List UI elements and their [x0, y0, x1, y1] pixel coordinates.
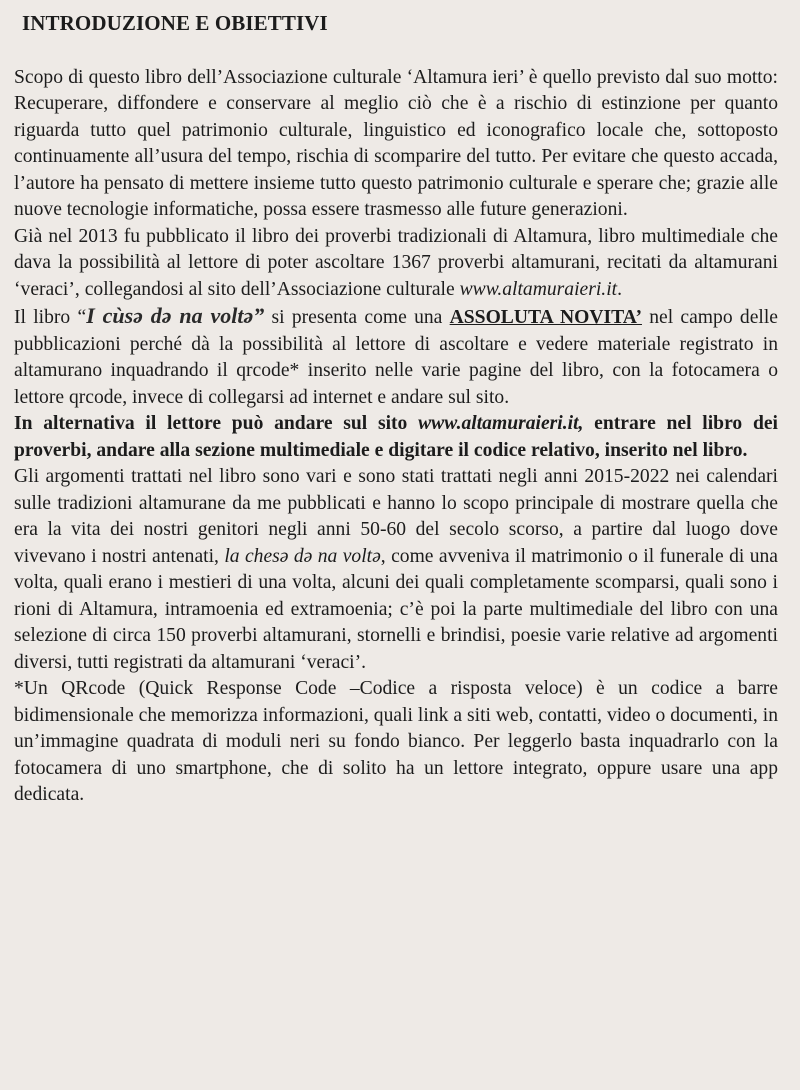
paragraph-novelty — [14, 303, 778, 411]
book-title: I cùsə də na voltə” — [86, 303, 265, 328]
paragraph-purpose: Scopo di questo libro dell’Associazione culturale ‘Altamura ieri’ è quello previsto dal suo motto: Recuperare, diffondere e conservare al meglio ciò che è a rischio di estinzione per quanto riguarda tutto quel patrimonio culturale, linguistico ed iconografico locale che, sottoposto continuamente all’usura del tempo, rischia di scomparire del tutto. Per evitare che questo accada, l’autore ha pensato di mettere insieme tutto questo patrimonio culturale e sperare che; grazie alle nuove tecnologie informatiche, possa essere trasmesso alle future generazioni. — [14, 66, 778, 220]
paragraph-topics — [14, 464, 778, 676]
website-link-bold: www.altamuraieri.it, — [418, 413, 584, 434]
history-text: Già nel 2013 fu pubblicato il libro dei proverbi tradizionali di Altamura, libro multimediale che dava la possibilità al lettore di poter ascoltare 1367 proverbi altamurani, recitati da altamurani ‘veraci’, collegandosi al sito dell’Associazione culturale — [14, 225, 778, 300]
novelty-highlight: ASSOLUTA NOVITA’ — [449, 307, 642, 328]
novelty-text-c: nel campo delle pubblicazioni perché dà la possibilità al lettore di ascoltare e vedere materiale registrato in altamurano inquadrando il qrcode* inserito nelle varie pagine del libro, con la fotocamera o lettore qrcode, invece di collegarsi ad internet e andare sul sito. — [14, 307, 778, 408]
topics-text-b: , come avveniva il matrimonio o il funerale di una volta, quali erano i mestieri di una volta, alcuni dei quali completamente scomparsi, quali sono i rioni di Altamura, intramoenia ed extramoenia; c’è poi la parte multimediale del libro con una selezione di circa 150 proverbi altamurani, stornelli e brindisi, poesie varie relative ad argomenti diversi, tutti registrati da altamurani ‘veraci’. — [14, 545, 778, 673]
alternative-text-a: In alternativa il lettore può andare sul sito — [14, 413, 419, 434]
history-end: . — [617, 278, 622, 300]
novelty-text-a: Il libro “ — [14, 307, 87, 328]
alternative-text-b: entrare nel libro dei proverbi, andare alla sezione multimediale e digitare il codice relativo, inserito nel libro. — [14, 413, 778, 461]
section-heading: INTRODUZIONE E OBIETTIVI — [22, 11, 328, 35]
paragraph-alternative — [14, 411, 778, 464]
website-link: www.altamuraieri.it — [459, 278, 618, 300]
topics-text-a: Gli argomenti trattati nel libro sono vari e sono stati trattati negli anni 2015-2022 nei calendari sulle tradizioni altamurane da me pubblicati e hanno lo scopo principale di mostrare quella che era la vita dei nostri genitori negli anni 50-60 del secolo scorso, a partire dal luogo dove vivevano i nostri antenati, — [14, 466, 778, 567]
paragraph-history — [14, 224, 778, 304]
topics-italic: la chesə də na voltə — [224, 545, 381, 567]
paragraph-qrcode-note: *Un QRcode (Quick Response Code –Codice a risposta veloce) è un codice a barre bidimensionale che memorizza informazioni, quali link a siti web, contatti, video o documenti, in un’immagine quadrata di moduli neri su fondo bianco. Per leggerlo basta inquadrarlo con la fotocamera di uno smartphone, che di solito ha un lettore integrato, oppure usare una app dedicata. — [14, 678, 778, 805]
novelty-text-b: si presenta come una — [264, 307, 450, 328]
